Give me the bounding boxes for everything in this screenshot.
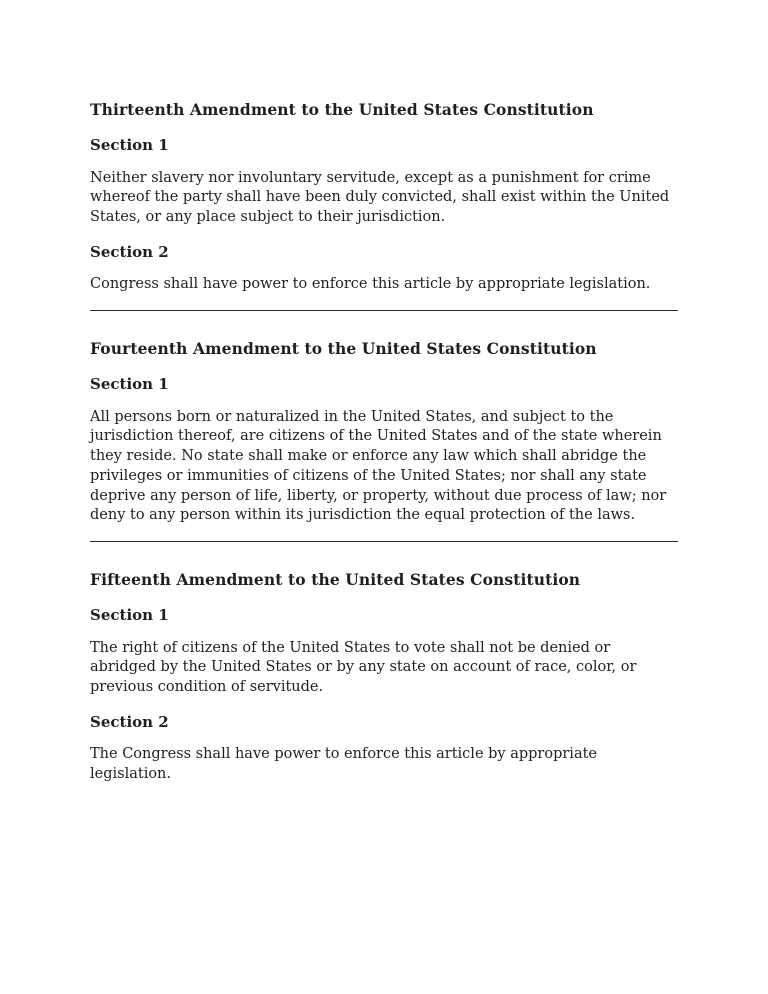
amendment-fourteenth — [90, 339, 678, 526]
divider-line — [90, 541, 678, 542]
divider-line — [90, 310, 678, 311]
section-heading: Section 2 — [90, 712, 169, 731]
section-heading: Section 1 — [90, 375, 169, 394]
section-text: Neither slavery nor involuntary servitude, except as a punishment for crime whereof the party shall have been duly convicted, shall exist within the United States, or any place subject to their jurisdiction. — [90, 169, 670, 226]
section-text: The Congress shall have power to enforce this article by appropriate legislation. — [90, 746, 597, 782]
amendment-title: Fifteenth Amendment to the United States Constitution — [90, 569, 581, 589]
amendment-title: Thirteenth Amendment to the United States Constitution — [90, 100, 594, 119]
section-heading: Section 1 — [90, 136, 169, 155]
amendment-fifteenth — [90, 570, 678, 785]
section-heading: Section 1 — [90, 606, 169, 625]
section-heading: Section 2 — [90, 242, 169, 261]
section-text: All persons born or naturalized in the United States, and subject to the jurisdiction thereof, are citizens of the United States and of the state wherein they reside. No state shall make or enforce any law which shall abridge the privileges or immunities of citizens of the United States; nor shall any state deprive any person of life, liberty, or property, without due process of law; nor deny to any person within its jurisdiction the equal protection of the laws. — [90, 408, 667, 524]
section-text: The right of citizens of the United States to vote shall not be denied or abridged by the United States or by any state on account of race, color, or previous condition of servitude. — [90, 639, 637, 696]
amendment-title: Fourteenth Amendment to the United States Constitution — [90, 339, 597, 359]
section-text: Congress shall have power to enforce this article by appropriate legislation. — [90, 276, 651, 293]
amendment-thirteenth — [90, 100, 678, 295]
